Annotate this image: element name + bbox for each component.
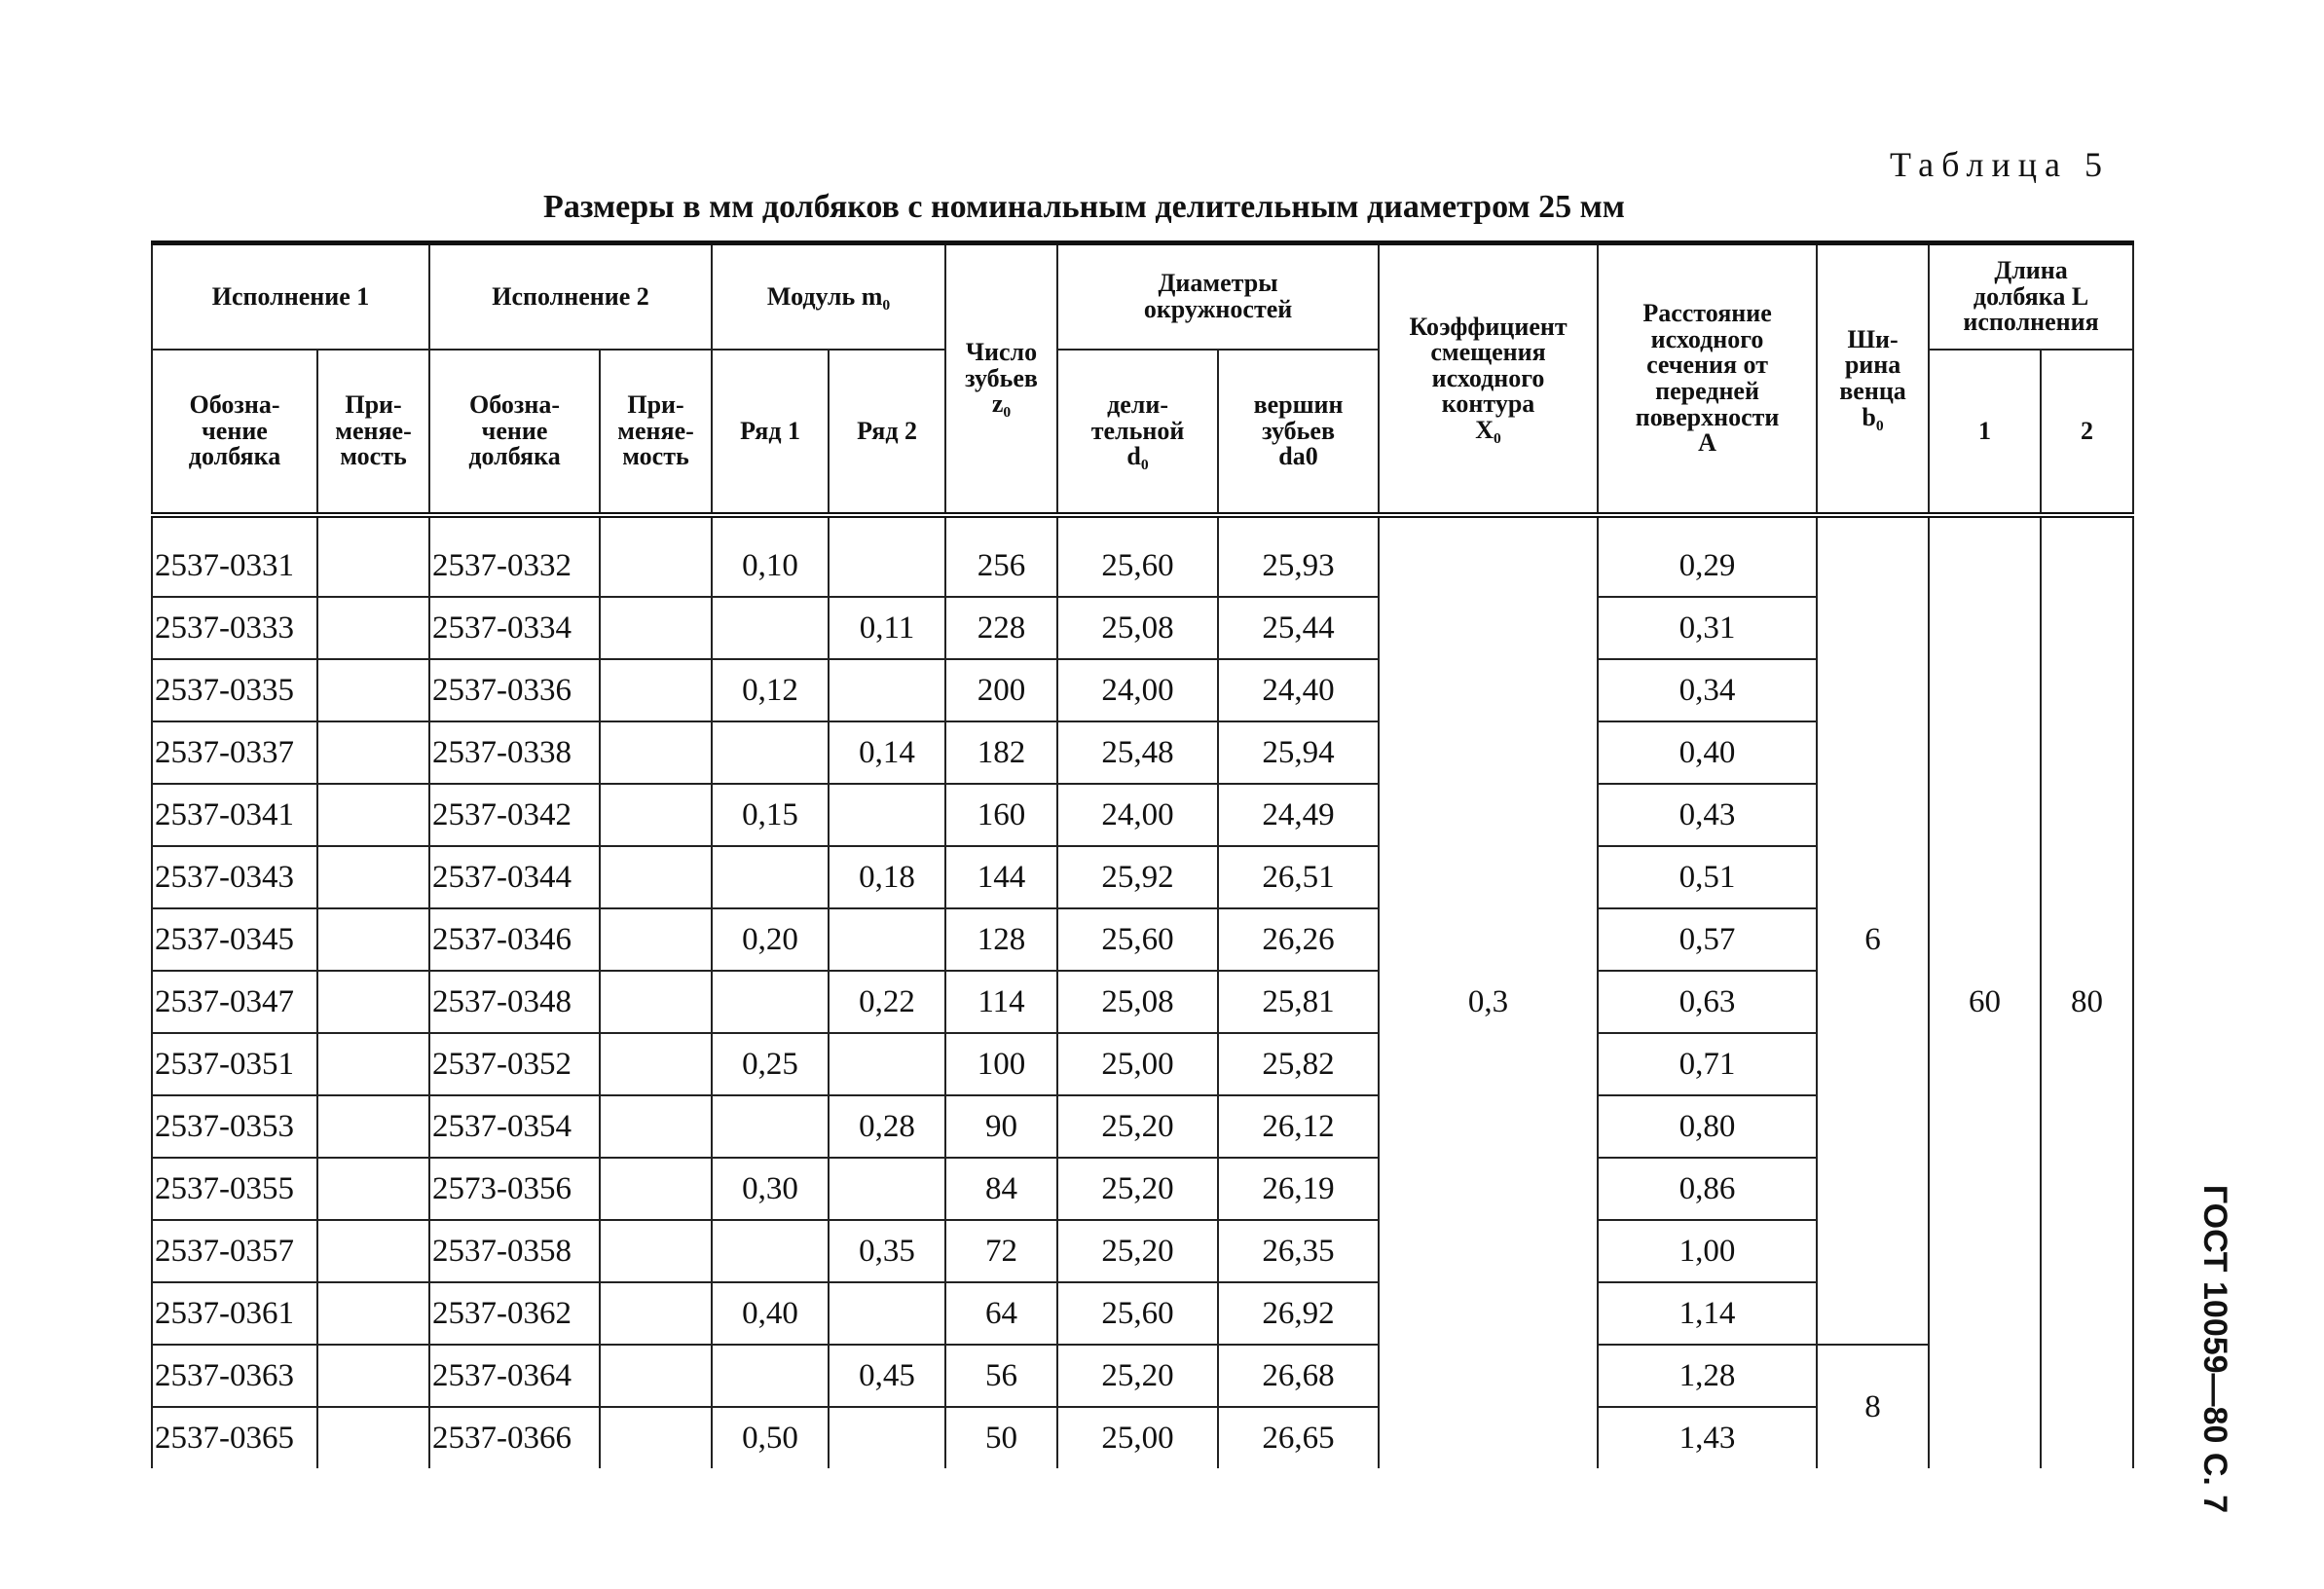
cell-designation-1: 2537-0343 [152, 846, 317, 908]
cell-distance-A: 0,63 [1598, 971, 1817, 1033]
cell-teeth-count: 72 [945, 1220, 1057, 1282]
cell-module-row-2 [829, 1158, 945, 1220]
header-pitch-diameter: дели- тельной d₀ [1057, 350, 1218, 515]
cell-applicability-1 [317, 1220, 429, 1282]
cell-tip-diameter: 25,82 [1218, 1033, 1379, 1095]
cell-designation-1: 2537-0337 [152, 721, 317, 784]
table-row [152, 1345, 2133, 1407]
cell-distance-A: 1,28 [1598, 1345, 1817, 1407]
cell-designation-1: 2537-0361 [152, 1282, 317, 1345]
cell-designation-2: 2537-0348 [429, 971, 600, 1033]
cell-teeth-count: 160 [945, 784, 1057, 846]
cell-module-row-2: 0,11 [829, 597, 945, 659]
header-row-1: Ряд 1 [712, 350, 829, 515]
cell-module-row-2 [829, 659, 945, 721]
header-designation-1: Обозна- чение долбяка [152, 350, 317, 515]
table-body [152, 515, 2133, 1468]
cell-teeth-count: 56 [945, 1345, 1057, 1407]
cell-module-row-2: 0,22 [829, 971, 945, 1033]
cell-tip-diameter: 26,92 [1218, 1282, 1379, 1345]
cell-applicability-2 [600, 1282, 712, 1345]
cell-module-row-1: 0,50 [712, 1407, 829, 1468]
cell-distance-A: 1,14 [1598, 1282, 1817, 1345]
cell-module-row-1: 0,12 [712, 659, 829, 721]
cell-module-row-2: 0,14 [829, 721, 945, 784]
cell-teeth-count: 64 [945, 1282, 1057, 1345]
header-designation-2: Обозна- чение долбяка [429, 350, 600, 515]
cell-pitch-diameter: 25,60 [1057, 515, 1218, 597]
cell-module-row-1 [712, 1220, 829, 1282]
cell-distance-A: 0,71 [1598, 1033, 1817, 1095]
cell-applicability-1 [317, 784, 429, 846]
cell-designation-2: 2537-0358 [429, 1220, 600, 1282]
cell-applicability-1 [317, 597, 429, 659]
cell-designation-2: 2573-0356 [429, 1158, 600, 1220]
cell-tip-diameter: 26,19 [1218, 1158, 1379, 1220]
cell-tip-diameter: 25,44 [1218, 597, 1379, 659]
cell-designation-2: 2537-0342 [429, 784, 600, 846]
cell-pitch-diameter: 25,00 [1057, 1033, 1218, 1095]
cell-teeth-count: 144 [945, 846, 1057, 908]
cell-tip-diameter: 26,68 [1218, 1345, 1379, 1407]
cell-module-row-1 [712, 597, 829, 659]
cell-module-row-1: 0,15 [712, 784, 829, 846]
cell-teeth-count: 114 [945, 971, 1057, 1033]
cell-designation-1: 2537-0335 [152, 659, 317, 721]
header-distance-A: Расстояние исходного сечения от передней поверхности A [1598, 243, 1817, 516]
cell-pitch-diameter: 25,48 [1057, 721, 1218, 784]
cell-designation-2: 2537-0366 [429, 1407, 600, 1468]
cell-applicability-1 [317, 1407, 429, 1468]
side-page-label-text: ГОСТ 10059—80 С. 7 [2196, 1184, 2234, 1513]
cell-module-row-2 [829, 1282, 945, 1345]
header-length-1: 1 [1929, 350, 2041, 515]
header-applicability-2: При- меняе- мость [600, 350, 712, 515]
table-row [152, 515, 2133, 597]
cell-teeth-count: 228 [945, 597, 1057, 659]
cell-module-row-2: 0,28 [829, 1095, 945, 1158]
cell-designation-1: 2537-0365 [152, 1407, 317, 1468]
cell-applicability-2 [600, 784, 712, 846]
cell-module-row-1 [712, 721, 829, 784]
cell-applicability-1 [317, 1345, 429, 1407]
cell-length-2: 80 [2041, 515, 2133, 1468]
cell-pitch-diameter: 25,20 [1057, 1345, 1218, 1407]
cell-designation-1: 2537-0351 [152, 1033, 317, 1095]
cell-tip-diameter: 25,81 [1218, 971, 1379, 1033]
table-number: Таблица 5 [1890, 145, 2110, 184]
cell-pitch-diameter: 25,08 [1057, 597, 1218, 659]
cell-module-row-1: 0,30 [712, 1158, 829, 1220]
cell-applicability-1 [317, 515, 429, 597]
cell-designation-2: 2537-0364 [429, 1345, 600, 1407]
cell-distance-A: 1,00 [1598, 1220, 1817, 1282]
cell-pitch-diameter: 25,08 [1057, 971, 1218, 1033]
cell-module-row-2 [829, 784, 945, 846]
cell-module-row-1 [712, 846, 829, 908]
cell-designation-2: 2537-0338 [429, 721, 600, 784]
cell-pitch-diameter: 25,20 [1057, 1158, 1218, 1220]
cell-teeth-count: 50 [945, 1407, 1057, 1468]
cell-designation-1: 2537-0363 [152, 1345, 317, 1407]
cell-applicability-2 [600, 1407, 712, 1468]
cell-designation-2: 2537-0354 [429, 1095, 600, 1158]
cell-designation-1: 2537-0341 [152, 784, 317, 846]
cell-distance-A: 0,43 [1598, 784, 1817, 846]
cell-pitch-diameter: 25,00 [1057, 1407, 1218, 1468]
cell-designation-2: 2537-0346 [429, 908, 600, 971]
cell-tip-diameter: 26,26 [1218, 908, 1379, 971]
cell-teeth-count: 128 [945, 908, 1057, 971]
cell-teeth-count: 256 [945, 515, 1057, 597]
cell-shift-coefficient: 0,3 [1379, 515, 1598, 1468]
cell-applicability-2 [600, 1345, 712, 1407]
cell-distance-A: 1,43 [1598, 1407, 1817, 1468]
cell-tip-diameter: 25,94 [1218, 721, 1379, 784]
cell-applicability-2 [600, 1158, 712, 1220]
cell-designation-1: 2537-0333 [152, 597, 317, 659]
cell-designation-2: 2537-0344 [429, 846, 600, 908]
cell-applicability-1 [317, 908, 429, 971]
cell-applicability-2 [600, 908, 712, 971]
header-variant-2: Исполнение 2 [429, 243, 712, 351]
cell-module-row-1 [712, 1345, 829, 1407]
cell-applicability-2 [600, 1095, 712, 1158]
header-length: Длина долбяка L исполнения [1929, 243, 2133, 351]
header-variant-1: Исполнение 1 [152, 243, 429, 351]
cell-designation-1: 2537-0355 [152, 1158, 317, 1220]
cell-module-row-2 [829, 515, 945, 597]
header-row-2: Ряд 2 [829, 350, 945, 515]
cell-designation-2: 2537-0362 [429, 1282, 600, 1345]
cell-rim-width-lower: 8 [1817, 1345, 1929, 1468]
cell-designation-1: 2537-0357 [152, 1220, 317, 1282]
header-shift-coefficient: Коэффициент смещения исходного контура X₀ [1379, 243, 1598, 516]
cell-rim-width-upper: 6 [1817, 515, 1929, 1345]
cell-applicability-1 [317, 659, 429, 721]
cell-designation-2: 2537-0336 [429, 659, 600, 721]
header-module: Модуль m₀ [712, 243, 945, 351]
cell-pitch-diameter: 24,00 [1057, 659, 1218, 721]
cell-module-row-1 [712, 971, 829, 1033]
cell-length-1: 60 [1929, 515, 2041, 1468]
cell-distance-A: 0,31 [1598, 597, 1817, 659]
cell-distance-A: 0,40 [1598, 721, 1817, 784]
cell-pitch-diameter: 25,60 [1057, 908, 1218, 971]
cell-distance-A: 0,51 [1598, 846, 1817, 908]
header-diameters: Диаметры окружностей [1057, 243, 1379, 351]
header-applicability-1: При- меняе- мость [317, 350, 429, 515]
cell-designation-2: 2537-0332 [429, 515, 600, 597]
cell-distance-A: 0,57 [1598, 908, 1817, 971]
cell-module-row-1: 0,10 [712, 515, 829, 597]
cell-applicability-2 [600, 971, 712, 1033]
cell-designation-1: 2537-0347 [152, 971, 317, 1033]
cell-distance-A: 0,80 [1598, 1095, 1817, 1158]
cell-pitch-diameter: 25,92 [1057, 846, 1218, 908]
cell-distance-A: 0,86 [1598, 1158, 1817, 1220]
cell-teeth-count: 90 [945, 1095, 1057, 1158]
cell-designation-1: 2537-0331 [152, 515, 317, 597]
cell-designation-2: 2537-0352 [429, 1033, 600, 1095]
header-teeth-count: Число зубьев z₀ [945, 243, 1057, 516]
cell-teeth-count: 200 [945, 659, 1057, 721]
cell-applicability-2 [600, 1220, 712, 1282]
cell-module-row-2 [829, 1407, 945, 1468]
cell-teeth-count: 182 [945, 721, 1057, 784]
cell-tip-diameter: 26,65 [1218, 1407, 1379, 1468]
cell-applicability-1 [317, 1158, 429, 1220]
shaper-cutter-table [151, 240, 2134, 1468]
cell-applicability-2 [600, 659, 712, 721]
cell-module-row-2 [829, 908, 945, 971]
cell-designation-1: 2537-0345 [152, 908, 317, 971]
cell-pitch-diameter: 25,20 [1057, 1220, 1218, 1282]
header-tip-diameter: вершин зубьев da0 [1218, 350, 1379, 515]
cell-applicability-1 [317, 1095, 429, 1158]
cell-applicability-2 [600, 846, 712, 908]
cell-module-row-2: 0,18 [829, 846, 945, 908]
cell-module-row-2: 0,45 [829, 1345, 945, 1407]
cell-designation-2: 2537-0334 [429, 597, 600, 659]
cell-tip-diameter: 24,40 [1218, 659, 1379, 721]
table-title: Размеры в мм долбяков с номинальным делительным диаметром 25 мм [543, 189, 1625, 225]
cell-module-row-2: 0,35 [829, 1220, 945, 1282]
cell-distance-A: 0,29 [1598, 515, 1817, 597]
cell-applicability-1 [317, 1033, 429, 1095]
side-page-label [2195, 1173, 2234, 1524]
header-length-2: 2 [2041, 350, 2133, 515]
cell-applicability-2 [600, 1033, 712, 1095]
cell-distance-A: 0,34 [1598, 659, 1817, 721]
cell-module-row-1: 0,20 [712, 908, 829, 971]
header-rim-width: Ши- рина венца b₀ [1817, 243, 1929, 516]
cell-pitch-diameter: 25,60 [1057, 1282, 1218, 1345]
cell-module-row-1: 0,40 [712, 1282, 829, 1345]
cell-tip-diameter: 26,51 [1218, 846, 1379, 908]
cell-teeth-count: 84 [945, 1158, 1057, 1220]
cell-applicability-1 [317, 721, 429, 784]
cell-module-row-1 [712, 1095, 829, 1158]
cell-pitch-diameter: 25,20 [1057, 1095, 1218, 1158]
cell-tip-diameter: 25,93 [1218, 515, 1379, 597]
cell-tip-diameter: 26,35 [1218, 1220, 1379, 1282]
cell-applicability-2 [600, 515, 712, 597]
cell-applicability-1 [317, 971, 429, 1033]
cell-applicability-1 [317, 1282, 429, 1345]
cell-tip-diameter: 26,12 [1218, 1095, 1379, 1158]
cell-applicability-1 [317, 846, 429, 908]
cell-tip-diameter: 24,49 [1218, 784, 1379, 846]
cell-applicability-2 [600, 721, 712, 784]
cell-teeth-count: 100 [945, 1033, 1057, 1095]
cell-applicability-2 [600, 597, 712, 659]
cell-designation-1: 2537-0353 [152, 1095, 317, 1158]
cell-module-row-2 [829, 1033, 945, 1095]
cell-pitch-diameter: 24,00 [1057, 784, 1218, 846]
cell-module-row-1: 0,25 [712, 1033, 829, 1095]
